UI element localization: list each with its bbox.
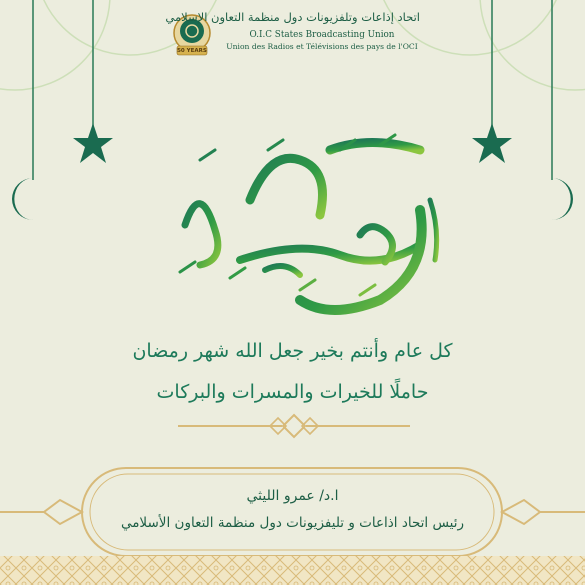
org-name-arabic: اتحاد إذاعات وتلفزيونات دول منظمة التعاون الإسلامي [165,10,420,24]
crescent-icon [12,178,33,220]
greeting-line-1: كل عام وأنتم بخير جعل الله شهر رمضان [132,340,453,362]
crescent-icon [552,178,573,220]
org-name-english: O.I.C States Broadcasting Union [249,30,395,40]
org-name-french: Union des Radios et Télévisions des pays de l'OCI [226,42,418,51]
bottom-pattern-band [0,556,585,585]
logo-badge-label: 50 YEARS [177,48,207,54]
divider-ornament [178,415,410,437]
star-icon [73,123,113,163]
calligraphy-text [289,323,331,332]
signature-name: ا.د/ عمرو الليثي [246,488,339,504]
signature-title: رئيس اتحاد اذاعات و تليفزيونات دول منظمة التعاون الأسلامي [120,515,465,531]
hanging-strings [33,0,552,180]
signature-frame [0,468,585,556]
star-icon [472,123,512,163]
calligraphy-artwork [175,135,437,310]
greeting-line-2: حاملًا للخيرات والمسرات والبركات [156,381,429,403]
